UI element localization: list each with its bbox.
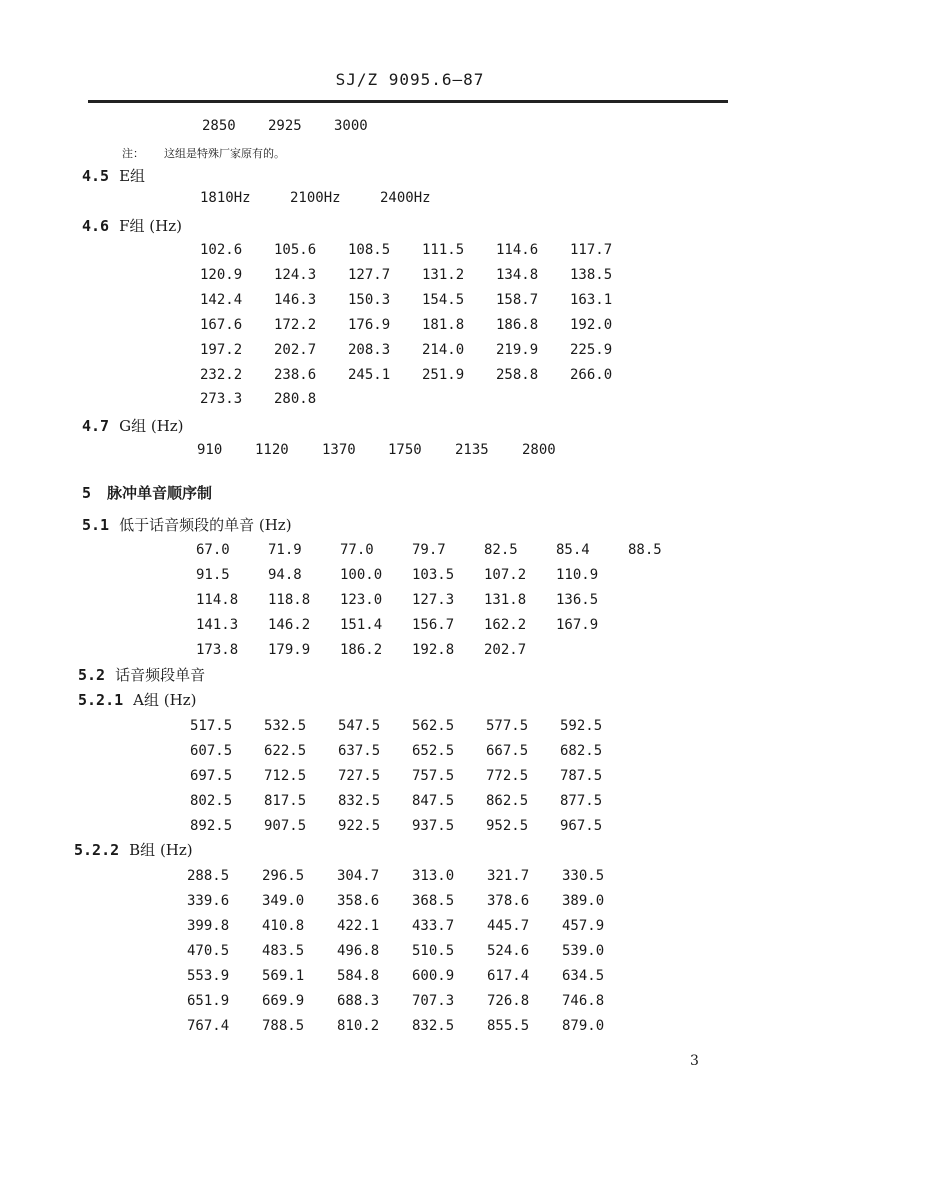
section-heading-5-1: [82, 514, 292, 535]
value-cell: 108.5: [348, 242, 391, 258]
value-cell: 131.2: [422, 267, 465, 283]
value-cell: 162.2: [484, 617, 527, 633]
value-cell: 321.7: [487, 868, 530, 884]
table-row: [190, 818, 634, 834]
value-cell: 637.5: [338, 743, 381, 759]
value-cell: 225.9: [570, 342, 613, 358]
value-cell: 142.4: [200, 292, 243, 308]
value-cell: 358.6: [337, 893, 380, 909]
value-cell: 330.5: [562, 868, 605, 884]
section-heading-5-2: [78, 664, 205, 685]
value-cell: 802.5: [190, 793, 233, 809]
value-cell: 313.0: [412, 868, 455, 884]
value-cell: 1120: [255, 442, 289, 458]
table-row: [196, 592, 628, 608]
table-row: [190, 793, 634, 809]
table-row: [187, 868, 637, 884]
table-row: [187, 968, 637, 984]
value-cell: 146.3: [274, 292, 317, 308]
table-row: [187, 918, 637, 934]
value-cell: 173.8: [196, 642, 239, 658]
value-cell: 71.9: [268, 542, 302, 558]
value-cell: 562.5: [412, 718, 455, 734]
value-cell: 410.8: [262, 918, 305, 934]
table-row: [200, 267, 644, 283]
value-cell: 146.2: [268, 617, 311, 633]
value-cell: 288.5: [187, 868, 230, 884]
value-cell: 433.7: [412, 918, 455, 934]
value-cell: 82.5: [484, 542, 518, 558]
value-cell: 592.5: [560, 718, 603, 734]
value-cell: 707.3: [412, 993, 455, 1009]
value-cell: 141.3: [196, 617, 239, 633]
value-cell: 757.5: [412, 768, 455, 784]
value-cell: 547.5: [338, 718, 381, 734]
value-cell: 832.5: [412, 1018, 455, 1034]
page-number: 3: [690, 1053, 699, 1069]
table-row: [187, 943, 637, 959]
table-row: [190, 743, 634, 759]
value-cell: 524.6: [487, 943, 530, 959]
section-number: 4.6: [82, 217, 110, 235]
value-cell: 103.5: [412, 567, 455, 583]
table-row: [196, 542, 700, 558]
value-cell: 667.5: [486, 743, 529, 759]
section-heading-5: [82, 482, 212, 503]
note: [122, 145, 285, 161]
value-cell: 192.8: [412, 642, 455, 658]
value-cell: 186.2: [340, 642, 383, 658]
value-cell: 445.7: [487, 918, 530, 934]
value-cell: 167.6: [200, 317, 243, 333]
value-cell: 810.2: [337, 1018, 380, 1034]
section-title: B组 (Hz): [129, 841, 193, 859]
value-cell: 622.5: [264, 743, 307, 759]
value-cell: 553.9: [187, 968, 230, 984]
value-cell: 378.6: [487, 893, 530, 909]
value-cell: 746.8: [562, 993, 605, 1009]
section-title: 话音频段单音: [115, 666, 206, 684]
value-cell: 607.5: [190, 743, 233, 759]
value-cell: 118.8: [268, 592, 311, 608]
value-cell: 422.1: [337, 918, 380, 934]
value-cell: 79.7: [412, 542, 446, 558]
value-cell: 100.0: [340, 567, 383, 583]
value-cell: 517.5: [190, 718, 233, 734]
value-cell: 105.6: [274, 242, 317, 258]
value-cell: 688.3: [337, 993, 380, 1009]
value-cell: 208.3: [348, 342, 391, 358]
section-number: 5.2.1: [78, 691, 124, 709]
table-row: [200, 242, 644, 258]
value-cell: 150.3: [348, 292, 391, 308]
value-cell: 304.7: [337, 868, 380, 884]
value-cell: 77.0: [340, 542, 374, 558]
value-cell: 214.0: [422, 342, 465, 358]
table-row: [200, 367, 644, 383]
section-heading-4-5: [82, 165, 145, 186]
header-rule: [88, 100, 728, 103]
value-cell: 85.4: [556, 542, 590, 558]
value-cell: 158.7: [496, 292, 539, 308]
table-row: [196, 567, 628, 583]
value-cell: 131.8: [484, 592, 527, 608]
value-cell: 855.5: [487, 1018, 530, 1034]
value-cell: 134.8: [496, 267, 539, 283]
value-cell: 577.5: [486, 718, 529, 734]
table-row: [190, 768, 634, 784]
value-cell: 266.0: [570, 367, 613, 383]
value-cell: 510.5: [412, 943, 455, 959]
table-row: [200, 342, 644, 358]
table-row: [196, 642, 556, 658]
values-row: [200, 190, 470, 206]
value-cell: 767.4: [187, 1018, 230, 1034]
value-cell: 879.0: [562, 1018, 605, 1034]
value-cell: 651.9: [187, 993, 230, 1009]
section-title: E组: [119, 167, 146, 185]
value-cell: 634.5: [562, 968, 605, 984]
value-cell: 280.8: [274, 391, 317, 407]
value-cell: 470.5: [187, 943, 230, 959]
value-cell: 181.8: [422, 317, 465, 333]
value-cell: 862.5: [486, 793, 529, 809]
value-cell: 258.8: [496, 367, 539, 383]
value-cell: 349.0: [262, 893, 305, 909]
value-cell: 3000: [334, 118, 368, 134]
value-cell: 102.6: [200, 242, 243, 258]
note-label: 注：: [122, 147, 144, 160]
value-cell: 238.6: [274, 367, 317, 383]
value-cell: 483.5: [262, 943, 305, 959]
section-title: 脉冲单音顺序制: [107, 484, 213, 502]
value-cell: 1370: [322, 442, 356, 458]
section-number: 5: [82, 484, 92, 502]
value-cell: 117.7: [570, 242, 613, 258]
value-cell: 219.9: [496, 342, 539, 358]
value-cell: 339.6: [187, 893, 230, 909]
value-cell: 114.6: [496, 242, 539, 258]
value-cell: 202.7: [484, 642, 527, 658]
table-row: [187, 993, 637, 1009]
table-row: [200, 292, 644, 308]
value-cell: 847.5: [412, 793, 455, 809]
table-row: [187, 893, 637, 909]
value-cell: 127.3: [412, 592, 455, 608]
value-cell: 2800: [522, 442, 556, 458]
value-cell: 1750: [388, 442, 422, 458]
value-cell: 67.0: [196, 542, 230, 558]
value-cell: 937.5: [412, 818, 455, 834]
values-row: [197, 442, 582, 458]
value-cell: 107.2: [484, 567, 527, 583]
value-cell: 167.9: [556, 617, 599, 633]
value-cell: 232.2: [200, 367, 243, 383]
section-number: 5.1: [82, 516, 110, 534]
value-cell: 772.5: [486, 768, 529, 784]
value-cell: 727.5: [338, 768, 381, 784]
value-cell: 817.5: [264, 793, 307, 809]
value-cell: 2925: [268, 118, 302, 134]
section-heading-4-7: [82, 415, 184, 436]
value-cell: 539.0: [562, 943, 605, 959]
value-cell: 669.9: [262, 993, 305, 1009]
section-number: 5.2: [78, 666, 106, 684]
value-cell: 2850: [202, 118, 236, 134]
value-cell: 172.2: [274, 317, 317, 333]
value-cell: 569.1: [262, 968, 305, 984]
value-cell: 652.5: [412, 743, 455, 759]
value-cell: 110.9: [556, 567, 599, 583]
value-cell: 922.5: [338, 818, 381, 834]
value-cell: 952.5: [486, 818, 529, 834]
section-title: 低于话音频段的单音 (Hz): [119, 516, 292, 534]
value-cell: 910: [197, 442, 223, 458]
value-cell: 251.9: [422, 367, 465, 383]
value-cell: 368.5: [412, 893, 455, 909]
value-cell: 124.3: [274, 267, 317, 283]
value-cell: 151.4: [340, 617, 383, 633]
value-cell: 682.5: [560, 743, 603, 759]
value-cell: 697.5: [190, 768, 233, 784]
value-cell: 245.1: [348, 367, 391, 383]
value-cell: 1810Hz: [200, 190, 251, 206]
value-cell: 197.2: [200, 342, 243, 358]
value-cell: 2100Hz: [290, 190, 341, 206]
section-heading-5-2-2: [74, 839, 193, 860]
section-number: 4.5: [82, 167, 110, 185]
value-cell: 892.5: [190, 818, 233, 834]
value-cell: 296.5: [262, 868, 305, 884]
value-cell: 496.8: [337, 943, 380, 959]
value-cell: 967.5: [560, 818, 603, 834]
table-row: [190, 718, 634, 734]
value-cell: 138.5: [570, 267, 613, 283]
value-cell: 176.9: [348, 317, 391, 333]
value-cell: 532.5: [264, 718, 307, 734]
value-cell: 399.8: [187, 918, 230, 934]
value-cell: 179.9: [268, 642, 311, 658]
value-cell: 202.7: [274, 342, 317, 358]
value-cell: 584.8: [337, 968, 380, 984]
value-cell: 907.5: [264, 818, 307, 834]
value-cell: 787.5: [560, 768, 603, 784]
value-cell: 154.5: [422, 292, 465, 308]
value-cell: 120.9: [200, 267, 243, 283]
value-cell: 832.5: [338, 793, 381, 809]
value-cell: 2400Hz: [380, 190, 431, 206]
section-title: F组 (Hz): [119, 217, 182, 235]
value-cell: 273.3: [200, 391, 243, 407]
value-cell: 127.7: [348, 267, 391, 283]
value-cell: 186.8: [496, 317, 539, 333]
value-cell: 192.0: [570, 317, 613, 333]
value-cell: 123.0: [340, 592, 383, 608]
value-cell: 788.5: [262, 1018, 305, 1034]
note-text: 这组是特殊厂家原有的。: [164, 147, 285, 160]
section-heading-5-2-1: [78, 689, 196, 710]
value-cell: 389.0: [562, 893, 605, 909]
section-number: 4.7: [82, 417, 110, 435]
value-cell: 136.5: [556, 592, 599, 608]
value-cell: 600.9: [412, 968, 455, 984]
value-cell: 111.5: [422, 242, 465, 258]
value-cell: 457.9: [562, 918, 605, 934]
value-cell: 163.1: [570, 292, 613, 308]
section-number: 5.2.2: [74, 841, 120, 859]
table-row: [200, 317, 644, 333]
value-cell: 726.8: [487, 993, 530, 1009]
section-heading-4-6: [82, 215, 182, 236]
value-cell: 2135: [455, 442, 489, 458]
standard-number-header: SJ/Z 9095.6—87: [335, 70, 485, 89]
table-row: [187, 1018, 637, 1034]
table-row: [200, 391, 348, 407]
section-title: G组 (Hz): [119, 417, 184, 435]
value-cell: 877.5: [560, 793, 603, 809]
value-cell: 617.4: [487, 968, 530, 984]
value-cell: 114.8: [196, 592, 239, 608]
value-cell: 712.5: [264, 768, 307, 784]
values-row: [202, 118, 400, 134]
value-cell: 156.7: [412, 617, 455, 633]
value-cell: 91.5: [196, 567, 230, 583]
table-row: [196, 617, 628, 633]
value-cell: 88.5: [628, 542, 662, 558]
section-title: A组 (Hz): [133, 691, 197, 709]
value-cell: 94.8: [268, 567, 302, 583]
